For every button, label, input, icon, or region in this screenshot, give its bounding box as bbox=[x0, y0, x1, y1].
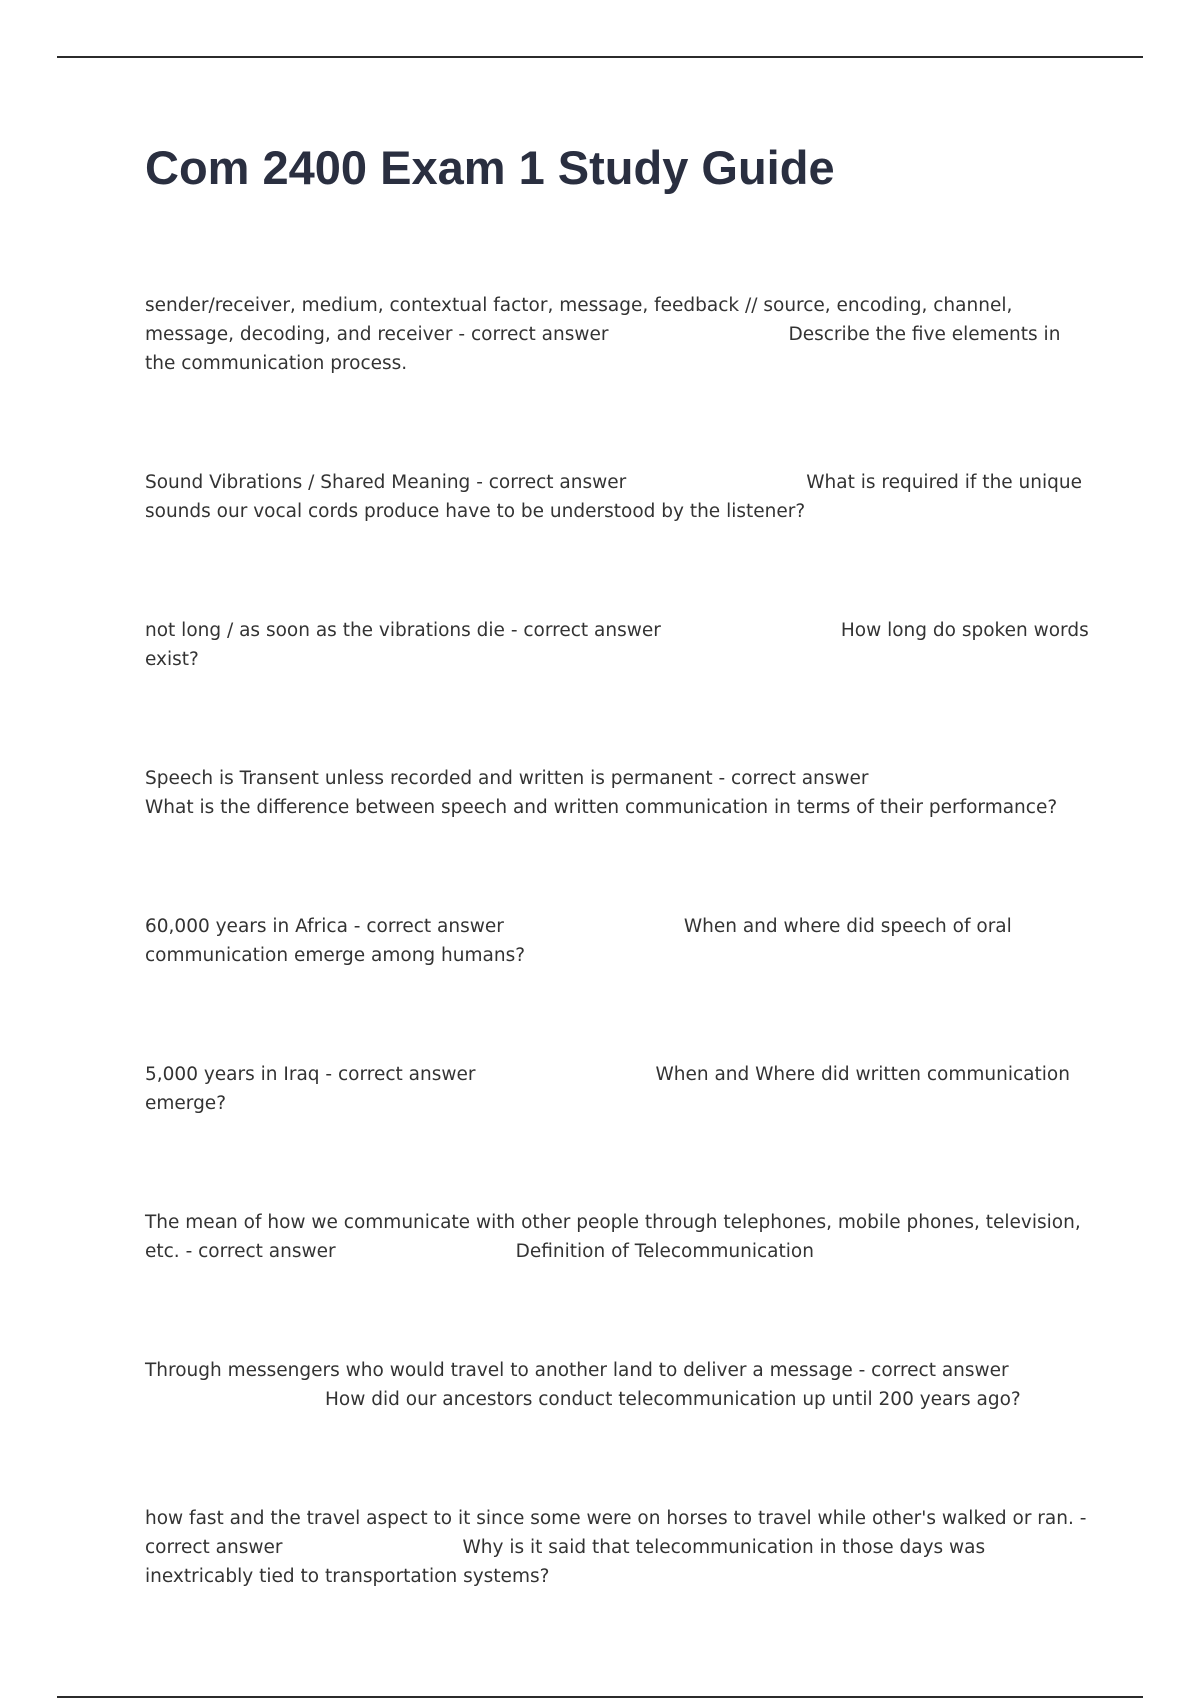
flashcard bbox=[145, 468, 1090, 526]
card-answer: not long / as soon as the vibrations die bbox=[145, 620, 505, 641]
card-answer: 5,000 years in Iraq bbox=[145, 1064, 320, 1085]
correct-answer-label: - correct answer bbox=[179, 1241, 336, 1262]
card-question: When and where did speech of oral communication emerge among humans? bbox=[145, 916, 1012, 966]
flashcard bbox=[145, 1504, 1090, 1591]
card-answer: The mean of how we communicate with other people through telephones, mobile phones, television, etc. bbox=[145, 1212, 1081, 1262]
card-answer: sender/receiver, medium, contextual factor, message, feedback // source, encoding, channel, message, decoding, and receiver bbox=[145, 295, 1013, 345]
card-question: How did our ancestors conduct telecommunication up until 200 years ago? bbox=[325, 1389, 1021, 1410]
top-rule bbox=[57, 56, 1143, 58]
card-question: What is the difference between speech and written communication in terms of their performance? bbox=[145, 797, 1058, 818]
card-question: Why is it said that telecommunication in those days was inextricably tied to transportation systems? bbox=[145, 1537, 986, 1587]
correct-answer-label: - correct answer bbox=[712, 768, 869, 789]
flashcard bbox=[145, 616, 1090, 674]
correct-answer-label: - correct answer bbox=[852, 1360, 1009, 1381]
flashcard bbox=[145, 1060, 1090, 1118]
card-question: How long do spoken words exist? bbox=[145, 620, 1089, 670]
card-answer: Through messengers who would travel to another land to deliver a message bbox=[145, 1360, 853, 1381]
card-answer: 60,000 years in Africa bbox=[145, 916, 348, 937]
bottom-rule bbox=[57, 1696, 1143, 1698]
correct-answer-label: - correct answer bbox=[347, 916, 504, 937]
card-question: Definition of Telecommunication bbox=[515, 1241, 814, 1262]
correct-answer-label: - correct answer bbox=[470, 472, 627, 493]
flashcard bbox=[145, 912, 1090, 970]
correct-answer-label: - correct answer bbox=[452, 324, 609, 345]
card-question: Describe the five elements in the communication process. bbox=[145, 324, 1061, 374]
card-question: When and Where did written communication emerge? bbox=[145, 1064, 1070, 1114]
flashcard bbox=[145, 764, 1090, 822]
flashcard bbox=[145, 1208, 1090, 1266]
card-answer: Speech is Transent unless recorded and written is permanent bbox=[145, 768, 713, 789]
page-title: Com 2400 Exam 1 Study Guide bbox=[145, 141, 835, 194]
flashcard bbox=[145, 291, 1090, 378]
card-question: What is required if the unique sounds our vocal cords produce have to be understood by the listener? bbox=[145, 472, 1082, 522]
flashcard-list bbox=[145, 291, 1090, 1681]
card-answer: how fast and the travel aspect to it since some were on horses to travel while other's walked or ran. bbox=[145, 1508, 1074, 1529]
correct-answer-label: - correct answer bbox=[319, 1064, 476, 1085]
flashcard bbox=[145, 1356, 1090, 1414]
correct-answer-label: - correct answer bbox=[504, 620, 661, 641]
card-answer: Sound Vibrations / Shared Meaning bbox=[145, 472, 471, 493]
correct-answer-label: - correct answer bbox=[145, 1508, 1087, 1558]
